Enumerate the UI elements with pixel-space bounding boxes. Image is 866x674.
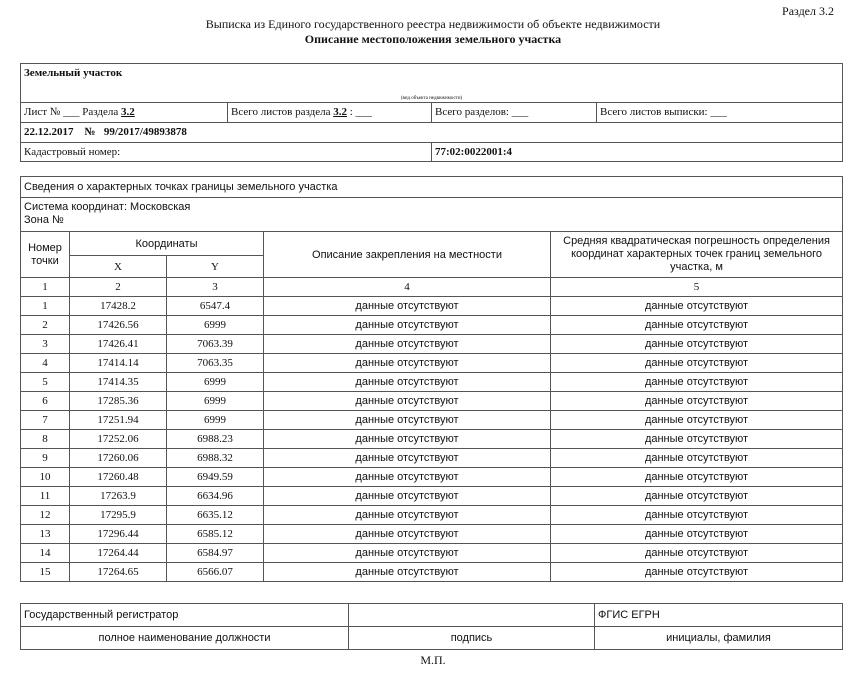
point-number: 12 [21, 506, 70, 525]
point-y: 6584.97 [167, 544, 264, 563]
point-description: данные отсутствуют [264, 354, 551, 373]
table-row [21, 316, 843, 335]
point-x: 17426.41 [70, 335, 167, 354]
point-number: 13 [21, 525, 70, 544]
point-x: 17264.65 [70, 563, 167, 582]
table-row [21, 487, 843, 506]
point-x: 17260.06 [70, 449, 167, 468]
point-y: 6585.12 [167, 525, 264, 544]
point-number: 7 [21, 411, 70, 430]
point-description: данные отсутствуют [264, 411, 551, 430]
point-number: 3 [21, 335, 70, 354]
point-y: 6634.96 [167, 487, 264, 506]
header-error: Средняя квадратическая погрешность определения координат характерных точек границ земельного участка, м [551, 232, 843, 278]
total-extract-sheets: Всего листов выписки: ___ [597, 102, 843, 122]
points-title: Сведения о характерных точках границы земельного участка [21, 177, 843, 198]
table-row [21, 430, 843, 449]
point-description: данные отсутствуют [264, 506, 551, 525]
header-coordinates: Координаты [70, 232, 264, 256]
object-info-table [20, 63, 843, 162]
point-description: данные отсутствуют [264, 468, 551, 487]
point-y: 6566.07 [167, 563, 264, 582]
point-x: 17414.14 [70, 354, 167, 373]
point-description: данные отсутствуют [264, 373, 551, 392]
point-x: 17251.94 [70, 411, 167, 430]
header-x: X [70, 256, 167, 278]
position-caption: полное наименование должности [21, 627, 349, 650]
zone-label: Зона № [24, 214, 64, 226]
col-number-4: 4 [264, 278, 551, 297]
points-body [21, 297, 843, 582]
point-error: данные отсутствуют [551, 297, 843, 316]
point-error: данные отсутствуют [551, 563, 843, 582]
table-row [21, 335, 843, 354]
signature-caption: подпись [349, 627, 595, 650]
point-x: 17296.44 [70, 525, 167, 544]
col-number-1: 1 [21, 278, 70, 297]
table-row [21, 544, 843, 563]
system-label: ФГИС ЕГРН [595, 604, 843, 627]
point-y: 7063.39 [167, 335, 264, 354]
point-y: 7063.35 [167, 354, 264, 373]
point-error: данные отсутствуют [551, 468, 843, 487]
registrar-label: Государственный регистратор [21, 604, 349, 627]
cadastral-label: Кадастровый номер: [21, 142, 432, 161]
point-y: 6999 [167, 392, 264, 411]
point-description: данные отсутствуют [264, 525, 551, 544]
point-number: 14 [21, 544, 70, 563]
table-row [21, 297, 843, 316]
extract-subtitle: Описание местоположения земельного участка [304, 32, 562, 46]
header-description: Описание закрепления на местности [264, 232, 551, 278]
cadastral-value: 77:02:0022001:4 [432, 142, 843, 161]
point-number: 15 [21, 563, 70, 582]
point-number: 4 [21, 354, 70, 373]
point-description: данные отсутствуют [264, 487, 551, 506]
point-description: данные отсутствуют [264, 449, 551, 468]
point-description: данные отсутствуют [264, 316, 551, 335]
header-y: Y [167, 256, 264, 278]
point-description: данные отсутствуют [264, 563, 551, 582]
point-x: 17426.56 [70, 316, 167, 335]
point-error: данные отсутствуют [551, 411, 843, 430]
point-y: 6988.32 [167, 449, 264, 468]
table-row [21, 411, 843, 430]
point-x: 17414.35 [70, 373, 167, 392]
point-number: 5 [21, 373, 70, 392]
point-x: 17428.2 [70, 297, 167, 316]
point-y: 6999 [167, 373, 264, 392]
point-error: данные отсутствуют [551, 354, 843, 373]
col-number-3: 3 [167, 278, 264, 297]
table-row [21, 354, 843, 373]
section-label: Раздел 3.2 [782, 4, 834, 18]
point-x: 17264.44 [70, 544, 167, 563]
point-error: данные отсутствуют [551, 487, 843, 506]
total-sheets-section: Всего листов раздела 3.2 : ___ [228, 102, 432, 122]
object-type-caption: (вид объекта недвижимости) [21, 83, 843, 103]
point-number: 8 [21, 430, 70, 449]
sheet-number: Лист № ___ Раздела 3.2 [21, 102, 228, 122]
point-error: данные отсутствуют [551, 506, 843, 525]
point-number: 10 [21, 468, 70, 487]
col-number-2: 2 [70, 278, 167, 297]
table-row [21, 563, 843, 582]
table-row [21, 525, 843, 544]
object-type: Земельный участок [21, 64, 843, 83]
point-description: данные отсутствуют [264, 392, 551, 411]
table-row [21, 506, 843, 525]
point-y: 6988.23 [167, 430, 264, 449]
table-row [21, 392, 843, 411]
point-error: данные отсутствуют [551, 525, 843, 544]
point-number: 11 [21, 487, 70, 506]
point-error: данные отсутствуют [551, 449, 843, 468]
table-row [21, 468, 843, 487]
point-y: 6949.59 [167, 468, 264, 487]
coord-system [21, 198, 843, 232]
point-error: данные отсутствуют [551, 316, 843, 335]
points-table [20, 176, 843, 582]
point-description: данные отсутствуют [264, 430, 551, 449]
point-y: 6999 [167, 411, 264, 430]
signature-table [20, 603, 843, 650]
name-caption: инициалы, фамилия [595, 627, 843, 650]
point-x: 17260.48 [70, 468, 167, 487]
stamp-label: М.П. [420, 653, 446, 667]
point-description: данные отсутствуют [264, 297, 551, 316]
point-x: 17285.36 [70, 392, 167, 411]
point-error: данные отсутствуют [551, 373, 843, 392]
point-number: 1 [21, 297, 70, 316]
col-number-5: 5 [551, 278, 843, 297]
point-description: данные отсутствуют [264, 335, 551, 354]
point-y: 6547.4 [167, 297, 264, 316]
point-y: 6999 [167, 316, 264, 335]
point-error: данные отсутствуют [551, 430, 843, 449]
table-row [21, 373, 843, 392]
date-number: 22.12.2017 № 99/2017/49893878 [21, 122, 843, 142]
point-number: 9 [21, 449, 70, 468]
point-description: данные отсутствуют [264, 544, 551, 563]
point-error: данные отсутствуют [551, 392, 843, 411]
point-error: данные отсутствуют [551, 335, 843, 354]
signature-field [349, 604, 595, 627]
coord-system-label: Система координат: Московская [24, 201, 191, 213]
extract-title: Выписка из Единого государственного реестра недвижимости об объекте недвижимости [205, 17, 661, 31]
total-sections: Всего разделов: ___ [432, 102, 597, 122]
point-number: 2 [21, 316, 70, 335]
point-number: 6 [21, 392, 70, 411]
point-x: 17252.06 [70, 430, 167, 449]
point-y: 6635.12 [167, 506, 264, 525]
point-error: данные отсутствуют [551, 544, 843, 563]
point-x: 17263.9 [70, 487, 167, 506]
table-row [21, 449, 843, 468]
point-x: 17295.9 [70, 506, 167, 525]
header-point-number: Номер точки [21, 232, 70, 278]
